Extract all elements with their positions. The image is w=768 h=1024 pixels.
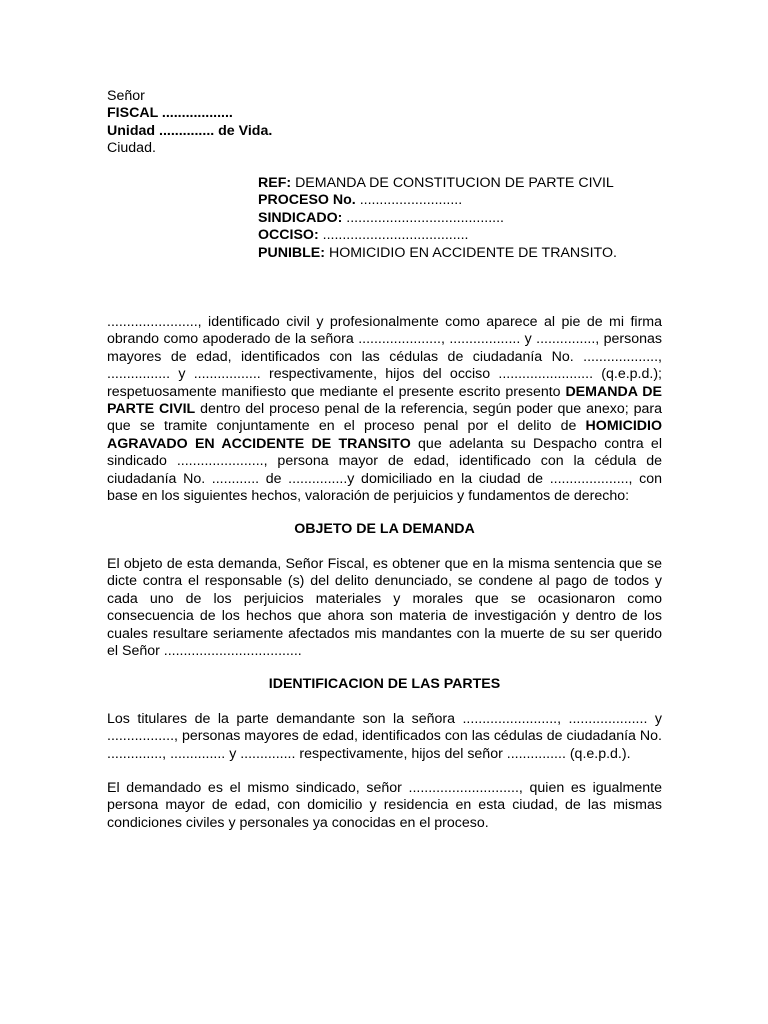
addressee-block	[107, 88, 272, 158]
reference-block	[258, 175, 617, 262]
objeto-paragraph: El objeto de esta demanda, Señor Fiscal, es obtener que en la misma sentencia que se dicte contra el responsable (s) del delito denunciado, se condene al pago de todos y cada uno de los perjuicios materiales y morales que se ocasionaron como consecuencia de los hechos que ahora son materia de investigación y dentro de los cuales resultare seriamente afectados mis mandantes con la muerte de su ser querido el Señor ...................................	[107, 555, 662, 659]
intro-paragraph: ......................., identificado civil y profesionalmente como aparece al pie de mi firma obrando como apoderado de la señora ....................., .................. y ..............., personas mayores de edad, identificados con las cédulas de ciudadanía No. ..................., ................ y ................. respectivamente, hijos del occiso ........................ (q.e.p.d.); respetuosamente manifiesto que mediante el presente escrito presento DEMANDA DE PARTE CIVIL dentro del proceso penal de la referencia, según poder que anexo; para que se tramite conjuntamente en el proceso penal por el delito de HOMICIDIO AGRAVADO EN ACCIDENTE DE TRANSITO que adelanta su Despacho contra el sindicado ......................, persona mayor de edad, identificado con la cédula de ciudadanía No. ............ de ...............y domiciliado en la ciudad de ...................., con base en los siguientes hechos, valoración de perjuicios y fundamentos de derecho:	[107, 314, 663, 505]
occiso-line: OCCISO: .....................................	[258, 227, 469, 244]
objeto-heading: OBJETO DE LA DEMANDA	[294, 521, 475, 538]
addressee-salutation: Señor	[107, 88, 145, 104]
punible-line: PUNIBLE: HOMICIDIO EN ACCIDENTE DE TRANSITO.	[258, 244, 617, 261]
demandado-paragraph: El demandado es el mismo sindicado, señor ............................, quien es igualmente persona mayor de edad, con domicilio y residencia en esta ciudad, de las mismas condiciones civiles y personales ya conocidas en el proceso.	[107, 779, 662, 831]
demandantes-paragraph: Los titulares de la parte demandante son la señora ........................, .................... y ................., personas mayores de edad, identificados con las cédulas de ciudadanía No. .............., .............. y .............. respectivamente, hijos del señor ............... (q.e.p.d.).	[107, 710, 662, 762]
ref-line: REF: DEMANDA DE CONSTITUCION DE PARTE CIVIL	[258, 175, 614, 191]
sindicado-line: SINDICADO: ........................................	[258, 209, 504, 226]
identificacion-heading: IDENTIFICACION DE LAS PARTES	[268, 676, 501, 693]
document-body	[107, 314, 662, 832]
proceso-line: PROCESO No. ..........................	[258, 192, 463, 209]
addressee-fiscal: FISCAL ..................	[107, 105, 233, 122]
addressee-unit: Unidad .............. de Vida.	[107, 122, 273, 139]
addressee-city: Ciudad.	[107, 140, 156, 157]
